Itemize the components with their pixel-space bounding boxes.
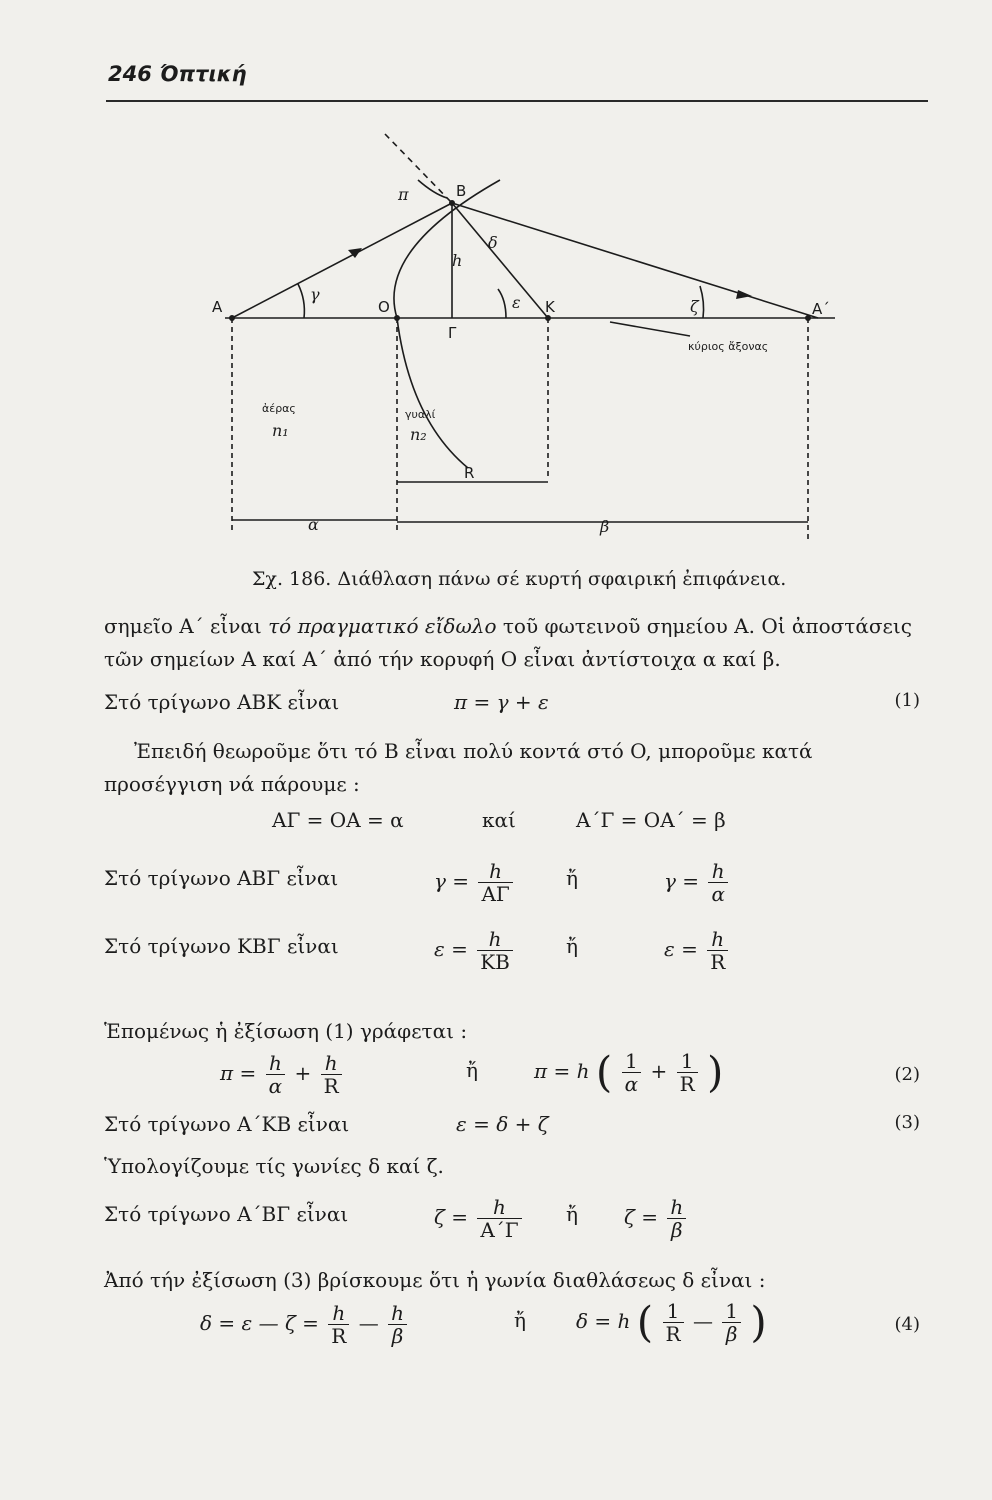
r7-or: ἤ [566,1202,578,1226]
equation-row-2 [104,808,930,842]
zeta-arc [700,286,704,318]
r7-den2: β [670,1218,683,1242]
r4-den: KB [480,950,510,974]
label-main-axis: κύριος ἄξονας [688,340,769,353]
r8-minus: — [358,1311,379,1335]
r1-label: Στό τρίγωνο ABK εἶναι [104,690,340,714]
r5-one-2: 1 [677,1050,698,1073]
r6-eq: ε = δ + ζ [456,1112,549,1136]
r8-lhs: δ = ε — ζ = [200,1311,319,1335]
eq-number-3: (3) [894,1112,920,1133]
label-R: R [464,464,475,482]
label-alpha: α [308,515,319,534]
r5-plus: + [294,1061,312,1085]
r5-plus2: + [650,1059,668,1083]
figure-caption: Σχ. 186. Διάθλαση πάνω σέ κυρτή σφαιρική ἐπιφάνεια. [252,568,787,590]
r4-label: Στό τρίγωνο KBΓ εἶναι [104,934,339,958]
epsilon-arc [498,289,506,318]
r8-num1: h [328,1302,349,1325]
equation-row-3 [104,860,930,910]
r3-num2: h [708,860,728,883]
paragraph-image-point [104,610,930,676]
point-A [229,315,235,321]
paragraph-refraction-angle: Ἀπό τήν ἐξίσωση (3) βρίσκουμε ὅτι ἡ γωνία διαθλάσεως δ εἶναι : [104,1268,766,1292]
r4-lhs: ε = [434,937,468,961]
p1-c: τοῦ φωτεινοῦ σημείου A. Οἱ ἀποστάσεις τῶν σημείων A καί A΄ ἀπό τήν κορυφή O εἶναι ἀντίστοιχα α καί β. [104,614,912,671]
label-zeta: ζ [690,297,699,316]
r4-lhs2: ε = [664,937,698,961]
label-pi: π [398,185,409,204]
r3-den2: α [711,882,725,906]
paragraph-equation-1: Ἑπομένως ἡ ἐξίσωση (1) γράφεται : [104,1019,468,1043]
header-rule [106,100,928,102]
r5-num2: h [321,1052,342,1075]
gamma-arc [298,284,304,318]
label-glass: γυαλί [405,408,436,421]
p1-emphasis: τό πραγματικό εἴδωλο [268,614,497,638]
r3-lhs2: γ = [664,869,700,893]
r2-eq1: AΓ = OA = α [272,808,404,832]
point-B [449,200,455,206]
eq-number-2: (2) [894,1064,920,1085]
label-n1: n₁ [272,421,289,440]
r4-num: h [477,928,513,951]
label-Gamma: Γ [448,324,457,342]
r5-den4: R [679,1072,695,1096]
r7-den: A΄Γ [480,1218,519,1242]
equation-row-6 [104,1112,930,1146]
r4-or: ἤ [566,934,578,958]
r6-label: Στό τρίγωνο A΄KB εἶναι [104,1112,350,1136]
r5-den1: α [268,1074,283,1098]
label-beta: β [600,517,610,536]
label-gamma: γ [310,285,320,304]
r5-lhs2: π = h [534,1059,590,1083]
r3-or: ἤ [566,866,578,890]
label-delta: δ [488,233,498,252]
axis-label-pointer [610,322,690,336]
r7-num2: h [667,1196,686,1219]
label-h: h [452,251,463,270]
r8-num2: h [388,1302,407,1325]
chapter-title: Όπτική [159,62,247,86]
refracted-ray [452,203,818,318]
label-epsilon: ε [512,293,521,312]
r2-eq2: A΄Γ = OA΄ = β [576,808,726,832]
paragraph-compute-angles: Ὑπολογίζουμε τίς γωνίες δ καί ζ. [104,1154,444,1178]
r8-or: ἤ [514,1308,526,1332]
r8-one-2: 1 [722,1300,741,1323]
r7-lhs2: ζ = [624,1205,658,1229]
r8-den2: β [391,1324,404,1348]
normal-radius [452,203,548,318]
r5-num1: h [266,1052,286,1075]
r8-den4: β [725,1322,738,1346]
r5-den3: α [624,1072,639,1096]
label-A-prime: A΄ [812,300,830,318]
r8-den3: R [665,1322,681,1346]
equation-row-4 [104,928,930,978]
r7-lhs: ζ = [434,1205,468,1229]
r3-lhs: γ = [434,869,470,893]
r8-lhs2: δ = h [576,1309,631,1333]
eq-number-1: (1) [894,690,920,711]
equation-row-1 [104,690,930,724]
label-B: B [456,182,467,200]
equation-row-7 [104,1196,930,1246]
r7-label: Στό τρίγωνο A΄BΓ εἶναι [104,1202,349,1226]
r4-den2: R [710,950,726,974]
equation-row-8: δ = ε — ζ = $\frac{h}{R}$ — $\frac{h}{\beta}$ ἤ δ = h ( $\frac{1}{R}$ — $\frac{1}{\beta}$ ) (4) [200,1297,920,1348]
equation-row-5: π = $\frac{h}{\alpha}$ + $\frac{h}{R}$ ἤ π = h ( $\frac{1}{\alpha}$ + $\frac{1}{R}$ ) (2) [220,1047,920,1098]
refracted-ray-arrow [736,290,752,299]
r7-num: h [477,1196,521,1219]
r2-kai: καί [482,808,516,832]
paragraph-approximation: Ἐπειδή θεωροῦμε ὅτι τό B εἶναι πολύ κοντά στό O, μποροῦμε κατά προσέγγιση νά πάρουμε : [104,739,813,796]
r1-eq: π = γ + ε [454,690,549,714]
r5-one-1: 1 [622,1050,642,1073]
r5-lhs: π = [220,1061,257,1085]
r8-minus2: — [692,1309,713,1333]
r3-num: h [478,860,512,883]
label-air: ἀέρας [262,402,296,415]
label-O: O [378,298,390,316]
page-number: 246 [108,62,152,86]
label-n2: n₂ [410,425,427,444]
point-O [394,315,400,321]
normal-extension [385,134,452,203]
r5-den2: R [323,1074,339,1098]
label-K: K [545,298,555,316]
r8-den1: R [331,1324,347,1348]
label-A: A [212,298,223,316]
point-A-prime [805,315,811,321]
refraction-diagram [0,110,992,570]
r3-label: Στό τρίγωνο ABΓ εἶναι [104,866,339,890]
eq-number-4: (4) [894,1314,920,1335]
r8-one-1: 1 [663,1300,684,1323]
p1-a: σημεῖο A΄ εἶναι [104,614,269,638]
page-header [108,62,247,86]
r4-num2: h [707,928,728,951]
incident-ray [232,203,452,318]
r3-den: AΓ [481,882,510,906]
r5-or: ἤ [466,1058,478,1082]
